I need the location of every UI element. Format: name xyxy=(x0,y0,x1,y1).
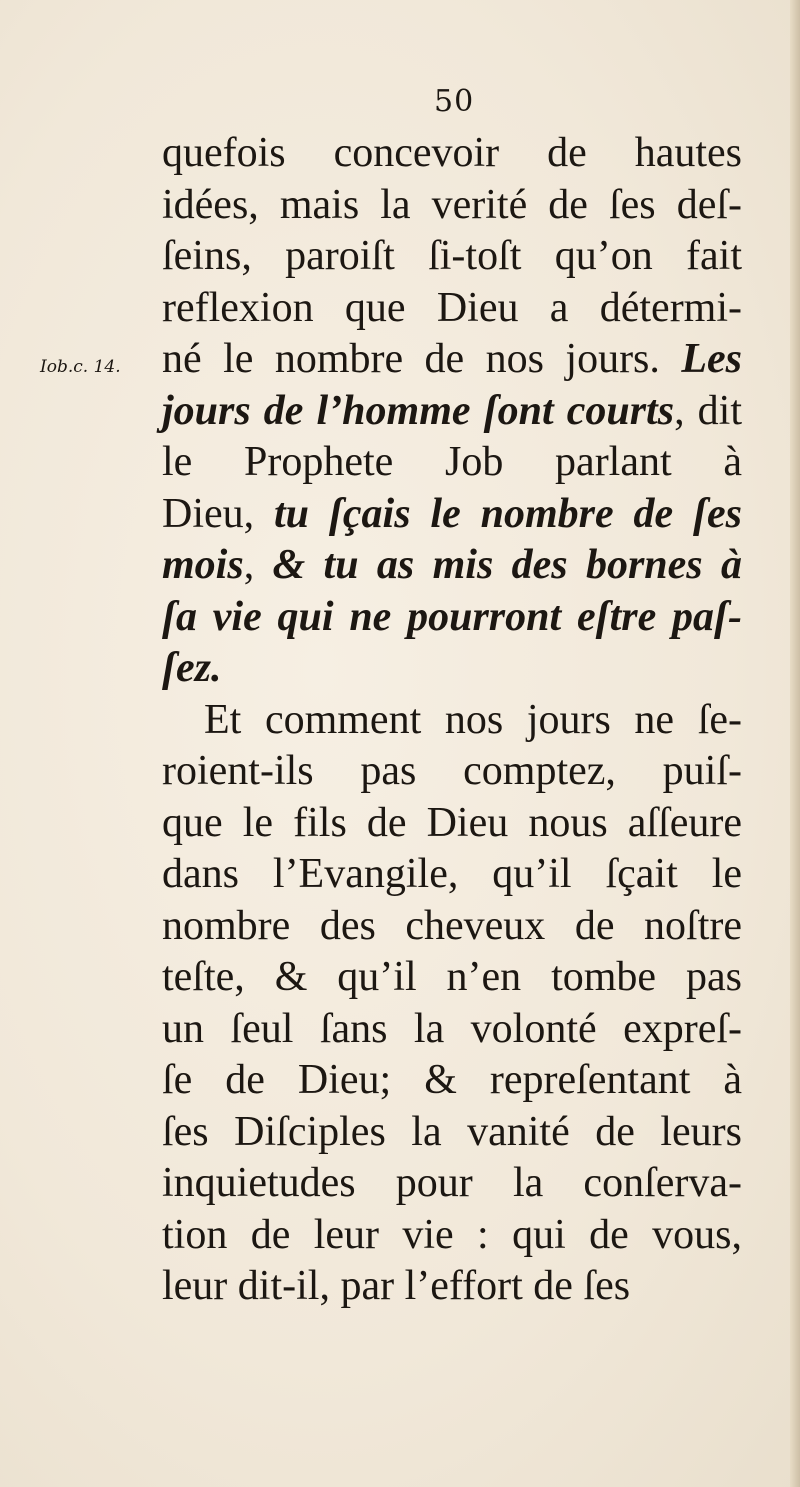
text-line xyxy=(162,1158,742,1210)
text-line xyxy=(162,231,742,283)
text-line xyxy=(162,798,742,850)
text-line xyxy=(162,1055,742,1107)
text-segment: inquietudes pour la conſerva- xyxy=(162,1160,742,1206)
text-line xyxy=(162,180,742,232)
text-line xyxy=(162,643,742,695)
text-line xyxy=(162,334,742,386)
text-line xyxy=(162,1210,742,1262)
text-segment: le Prophete Job parlant à xyxy=(162,439,742,485)
text-line xyxy=(162,952,742,1004)
text-line xyxy=(162,386,742,438)
text-line xyxy=(162,1004,742,1056)
text-segment: ſeins, paroiſt ſi-toſt qu’on fait xyxy=(162,233,742,279)
text-segment: leur dit-il, par l’effort de ſes xyxy=(162,1263,631,1309)
text-segment: Dieu, xyxy=(162,490,275,537)
text-segment: nombre des cheveux de noſtre xyxy=(162,902,742,949)
text-segment: que le fils de Dieu nous aſſeure xyxy=(162,799,742,846)
text-line xyxy=(162,489,742,541)
text-segment: reflexion que Dieu a détermi- xyxy=(162,284,742,331)
text-segment: ſe de Dieu; & repreſentant à xyxy=(162,1057,742,1103)
italic-text-segment: jours de l’homme ſont courts xyxy=(162,387,675,434)
body-text xyxy=(162,128,742,1313)
page-number: 50 xyxy=(434,84,475,119)
italic-text-segment: ſa vie qui ne pourront eſtre paſ- xyxy=(162,593,742,640)
text-line xyxy=(162,592,742,644)
text-line xyxy=(162,283,742,335)
text-line xyxy=(162,540,742,592)
text-segment: roient-ils pas comptez, puiſ- xyxy=(162,748,742,794)
text-segment: dans l’Evangile, qu’il ſçait le xyxy=(162,851,742,897)
italic-text-segment: Les xyxy=(681,336,742,382)
text-line xyxy=(162,1261,742,1313)
text-line xyxy=(162,1107,742,1159)
text-line xyxy=(162,437,742,489)
text-line xyxy=(162,849,742,901)
italic-text-segment: mois xyxy=(162,542,244,588)
text-segment: tion de leur vie : qui de vous, xyxy=(162,1211,742,1258)
text-line xyxy=(162,695,742,747)
text-segment: un ſeul ſans la volonté expreſ- xyxy=(162,1005,742,1052)
text-segment: quefois concevoir de hautes xyxy=(162,130,742,176)
text-segment: ſes Diſciples la vanité de leurs xyxy=(162,1108,742,1155)
text-line xyxy=(162,746,742,798)
page-edge xyxy=(790,0,800,1487)
text-segment: , xyxy=(243,542,273,588)
text-segment: teſte, & qu’il n’en tombe pas xyxy=(162,954,742,1000)
margin-note: Iob.c. 14. xyxy=(40,357,121,377)
text-line xyxy=(162,128,742,180)
italic-text-segment: & tu as mis des bornes à xyxy=(272,542,742,588)
text-segment: idées, mais la verité de ſes deſ- xyxy=(162,181,742,228)
italic-text-segment: tu ſçais le nombre de ſes xyxy=(274,490,742,537)
italic-text-segment: ſez. xyxy=(162,645,222,691)
text-segment: , dit xyxy=(674,387,742,434)
text-line xyxy=(162,901,742,953)
text-segment: Et comment nos jours ne ſe- xyxy=(204,696,742,743)
text-segment: né le nombre de nos jours. xyxy=(162,336,682,382)
